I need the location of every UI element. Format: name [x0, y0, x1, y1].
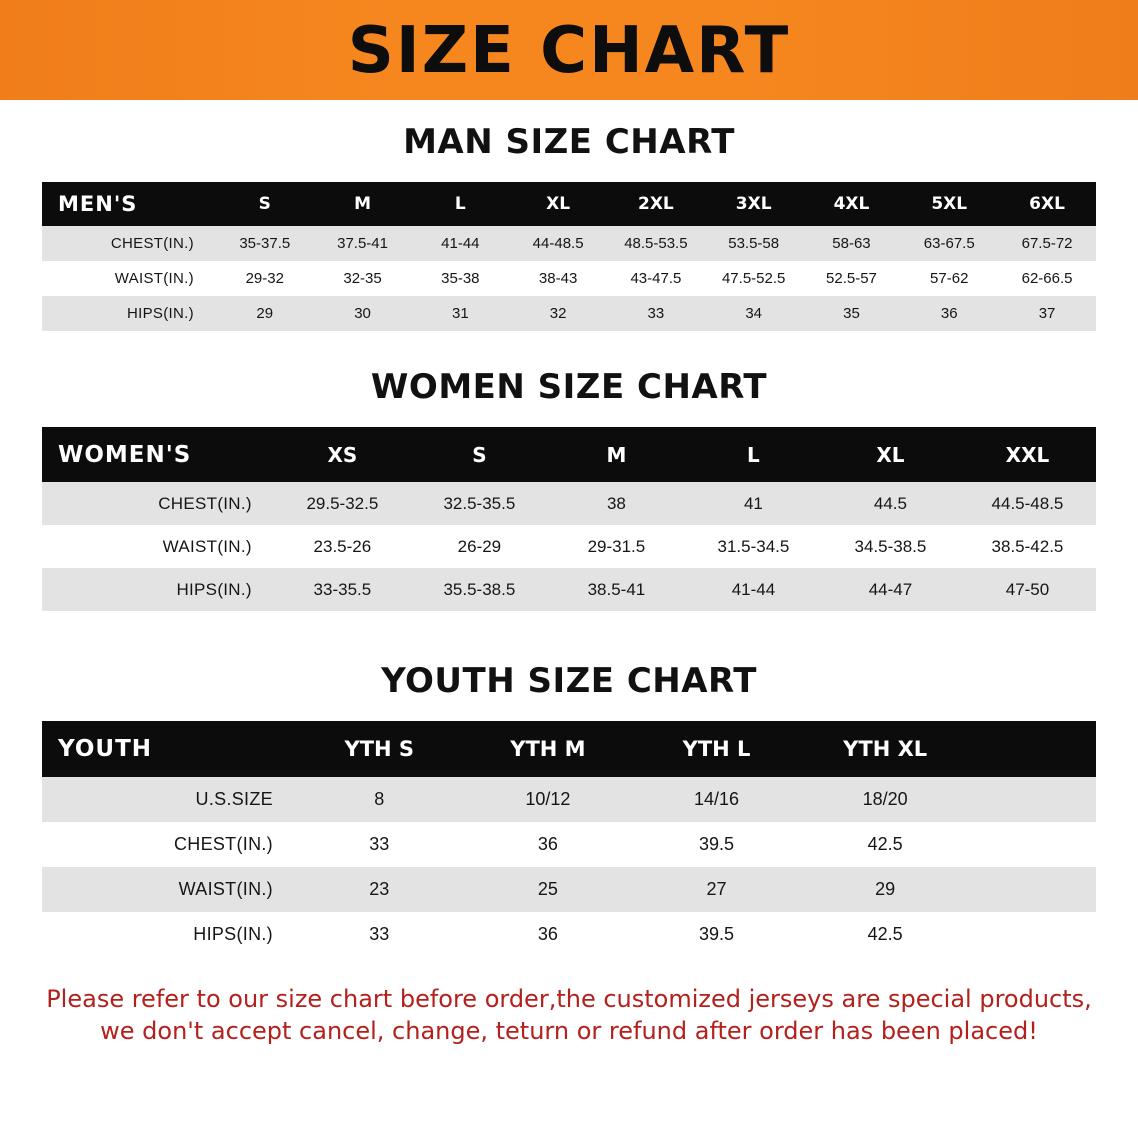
row-label: WAIST(IN.) [42, 261, 216, 296]
row-label: CHEST(IN.) [42, 482, 274, 525]
table-cell: 38-43 [509, 261, 607, 296]
table-cell: 26-29 [411, 525, 548, 568]
table-cell: 18/20 [801, 777, 970, 822]
table-cell: 37 [998, 296, 1096, 331]
women-row-header: WOMEN'S [42, 427, 274, 482]
table-cell: 23 [295, 867, 464, 912]
table-row [42, 777, 1096, 822]
table-cell: 14/16 [632, 777, 801, 822]
column-header: YTH M [464, 721, 633, 777]
table-row [42, 568, 1096, 611]
youth-row-header: YOUTH [42, 721, 295, 777]
women-section-title: WOMEN SIZE CHART [370, 367, 768, 407]
row-label: CHEST(IN.) [42, 226, 216, 261]
table-row [42, 912, 1096, 957]
column-header: S [216, 182, 314, 226]
table-cell: 57-62 [900, 261, 998, 296]
column-header: M [548, 427, 685, 482]
table-cell: 33 [295, 822, 464, 867]
table-cell: 47-50 [959, 568, 1096, 611]
table-cell: 30 [314, 296, 412, 331]
youth-table-wrapper [42, 721, 1096, 957]
table-cell-spacer [969, 867, 1096, 912]
row-label: U.S.SIZE [42, 777, 295, 822]
table-cell: 32 [509, 296, 607, 331]
table-cell: 37.5-41 [314, 226, 412, 261]
table-cell: 58-63 [803, 226, 901, 261]
column-header: YTH S [295, 721, 464, 777]
table-cell: 38.5-42.5 [959, 525, 1096, 568]
youth-size-table [42, 721, 1096, 957]
table-cell: 33 [295, 912, 464, 957]
table-header-row [42, 182, 1096, 226]
table-cell: 48.5-53.5 [607, 226, 705, 261]
column-header: 2XL [607, 182, 705, 226]
table-cell: 27 [632, 867, 801, 912]
table-cell: 25 [464, 867, 633, 912]
table-cell: 32.5-35.5 [411, 482, 548, 525]
footer-note-line-2: we don't accept cancel, change, teturn or refund after order has been placed! [100, 1017, 1038, 1046]
column-header: YTH XL [801, 721, 970, 777]
table-cell-spacer [969, 777, 1096, 822]
table-row [42, 482, 1096, 525]
table-cell: 39.5 [632, 912, 801, 957]
table-cell: 44-47 [822, 568, 959, 611]
column-header: 4XL [803, 182, 901, 226]
column-header: 3XL [705, 182, 803, 226]
footer-note-line-1: Please refer to our size chart before order,the customized jerseys are special products, [46, 985, 1092, 1013]
women-table-wrapper [42, 427, 1096, 611]
column-header: 6XL [998, 182, 1096, 226]
table-cell: 63-67.5 [900, 226, 998, 261]
table-cell: 43-47.5 [607, 261, 705, 296]
table-cell: 47.5-52.5 [705, 261, 803, 296]
table-cell: 41 [685, 482, 822, 525]
table-cell: 39.5 [632, 822, 801, 867]
women-size-table [42, 427, 1096, 611]
table-cell: 29-32 [216, 261, 314, 296]
table-header-row [42, 721, 1096, 777]
table-row [42, 296, 1096, 331]
table-cell: 52.5-57 [803, 261, 901, 296]
table-cell-spacer [969, 912, 1096, 957]
table-row [42, 226, 1096, 261]
table-cell: 62-66.5 [998, 261, 1096, 296]
table-cell: 41-44 [685, 568, 822, 611]
table-cell: 29.5-32.5 [274, 482, 411, 525]
table-row [42, 261, 1096, 296]
column-header: 5XL [900, 182, 998, 226]
table-cell: 31.5-34.5 [685, 525, 822, 568]
row-label: CHEST(IN.) [42, 822, 295, 867]
table-cell: 44.5-48.5 [959, 482, 1096, 525]
column-header: M [314, 182, 412, 226]
man-section-title: MAN SIZE CHART [403, 122, 735, 162]
table-cell: 41-44 [411, 226, 509, 261]
table-cell: 44.5 [822, 482, 959, 525]
table-cell: 42.5 [801, 912, 970, 957]
column-header: XL [509, 182, 607, 226]
table-cell: 35-37.5 [216, 226, 314, 261]
man-table-wrapper [42, 182, 1096, 331]
table-cell: 35-38 [411, 261, 509, 296]
table-cell: 10/12 [464, 777, 633, 822]
column-header: XL [822, 427, 959, 482]
table-cell: 29 [801, 867, 970, 912]
table-cell: 32-35 [314, 261, 412, 296]
row-label: HIPS(IN.) [42, 912, 295, 957]
table-cell: 38.5-41 [548, 568, 685, 611]
table-row [42, 525, 1096, 568]
table-cell: 36 [464, 822, 633, 867]
table-cell: 44-48.5 [509, 226, 607, 261]
table-cell: 53.5-58 [705, 226, 803, 261]
column-header: XXL [959, 427, 1096, 482]
table-row [42, 822, 1096, 867]
table-cell: 36 [900, 296, 998, 331]
table-row [42, 867, 1096, 912]
page-title: SIZE CHART [347, 14, 791, 88]
table-cell-spacer [969, 822, 1096, 867]
column-header: S [411, 427, 548, 482]
column-header: L [685, 427, 822, 482]
table-cell: 29-31.5 [548, 525, 685, 568]
table-cell: 67.5-72 [998, 226, 1096, 261]
table-cell: 33-35.5 [274, 568, 411, 611]
man-size-table [42, 182, 1096, 331]
row-label: HIPS(IN.) [42, 296, 216, 331]
row-label: HIPS(IN.) [42, 568, 274, 611]
header-banner [0, 0, 1138, 100]
table-cell: 23.5-26 [274, 525, 411, 568]
table-cell: 8 [295, 777, 464, 822]
row-label: WAIST(IN.) [42, 867, 295, 912]
row-label: WAIST(IN.) [42, 525, 274, 568]
column-header: L [411, 182, 509, 226]
column-header: XS [274, 427, 411, 482]
men-row-header: MEN'S [42, 182, 216, 226]
table-cell: 35.5-38.5 [411, 568, 548, 611]
table-cell: 34.5-38.5 [822, 525, 959, 568]
youth-section-title: YOUTH SIZE CHART [381, 661, 757, 701]
table-cell: 35 [803, 296, 901, 331]
column-header-spacer [969, 721, 1096, 777]
table-cell: 31 [411, 296, 509, 331]
table-cell: 33 [607, 296, 705, 331]
table-header-row [42, 427, 1096, 482]
table-cell: 38 [548, 482, 685, 525]
table-cell: 36 [464, 912, 633, 957]
table-cell: 42.5 [801, 822, 970, 867]
table-cell: 34 [705, 296, 803, 331]
footer-note [36, 983, 1102, 1048]
column-header: YTH L [632, 721, 801, 777]
table-cell: 29 [216, 296, 314, 331]
